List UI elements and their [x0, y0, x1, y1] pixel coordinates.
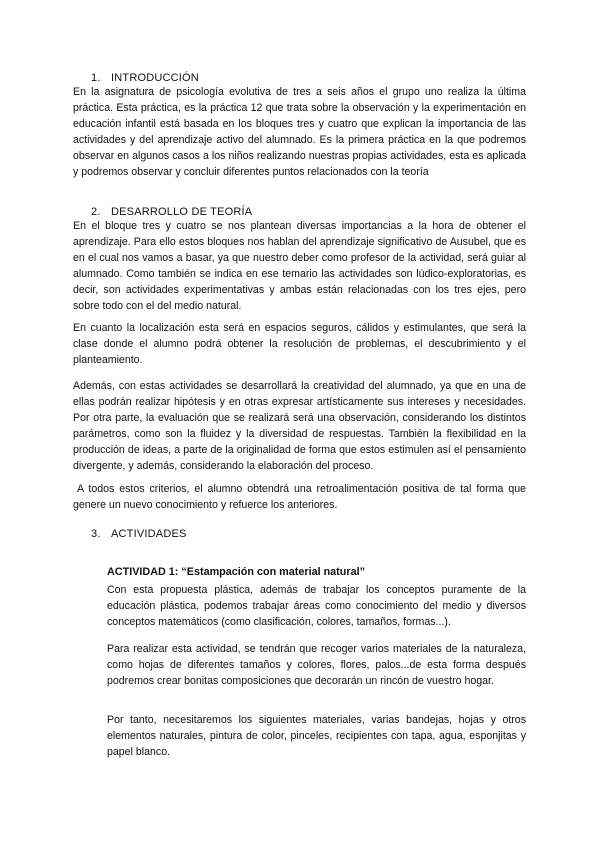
theory-paragraph-2: En cuanto la localización esta será en espacios seguros, cálidos y estimulantes, que será la clase donde el alumno podrá obtener la resolución de problemas, el descubrimiento y el planteamiento. — [73, 322, 526, 366]
theory-paragraph-4: A todos estos criterios, el alumno obtendrá una retroalimentación positiva de tal forma que genere un nuevo conocimiento y refuerce los anteriores. — [73, 483, 526, 511]
activity-1-paragraph-3: Por tanto, necesitaremos los siguientes materiales, varias bandejas, hojas y otros elementos naturales, pintura de color, pinceles, recipientes con tapa, agua, esponjitas y papel blanco. — [107, 714, 526, 758]
intro-paragraph: En la asignatura de psicología evolutiva de tres a seis años el grupo uno realiza la última práctica. Esta práctica, es la práctica 12 que trata sobre la observación y la experimentación en educación infantil está basada en los bloques tres y cuatro que explican la importancia de las actividades y del aprendizaje activo del alumnado. Es la primera práctica en la que podremos observar en algunos casos a los niños realizando nuestras propias actividades, esta es aplicada y podremos observar y concluir diferentes puntos relacionados con la teoría — [73, 86, 526, 178]
section-heading-introduccion — [91, 72, 199, 84]
activity-1-title: ACTIVIDAD 1: “Estampación con material natural” — [107, 566, 365, 578]
theory-paragraph-1: En el bloque tres y cuatro se nos plantean diversas importancias a la hora de obtener el aprendizaje. Para ello estos bloques nos hablan del aprendizaje significativo de Ausubel, que es en el cual nos vamos a basar, ya que nuestro deber como profesor de la actividad, será guiar al alumnado. Como también se indica en ese temario las actividades son lúdico-exploratorias, es decir, son actividades experimentativas y ambas están relacionadas con los tres ejes, pero sobre todo con el del medio natural. — [73, 220, 526, 312]
theory-paragraph-3: Además, con estas actividades se desarrollará la creatividad del alumnado, ya que en una de ellas podrán realizar hipótesis y en otras expresar artísticamente sus intereses y necesidades. Por otra parte, la evaluación que se realizará será una observación, considerando los distintos parámetros, como son la fluidez y la diversidad de respuestas. También la flexibilidad en la producción de ideas, a parte de la originalidad de forma que estos estimulen así el pensamiento divergente, y además, considerando la elaboración del proceso. — [73, 380, 526, 472]
section-heading-actividades — [91, 528, 187, 540]
section-number: 2. — [91, 206, 101, 218]
section-number: 1. — [91, 72, 101, 84]
activity-1-paragraph-2: Para realizar esta actividad, se tendrán que recoger varios materiales de la naturaleza, como hojas de diferentes tamaños y colores, flores, palos...de esta forma después podremos crear bonitas composiciones que decorarán un rincón de vuestro hogar. — [107, 643, 526, 687]
section-title: ACTIVIDADES — [111, 528, 187, 540]
section-title: INTRODUCCIÓN — [111, 72, 199, 84]
section-heading-desarrollo — [91, 206, 252, 218]
section-title: DESARROLLO DE TEORÍA — [111, 206, 253, 218]
activity-1-paragraph-1: Con esta propuesta plástica, además de trabajar los conceptos puramente de la educación plástica, podemos trabajar áreas como conocimiento del medio y diversos conceptos matemáticos (como clasificación, colores, tamaños, formas...). — [107, 584, 526, 628]
section-number: 3. — [91, 528, 101, 540]
